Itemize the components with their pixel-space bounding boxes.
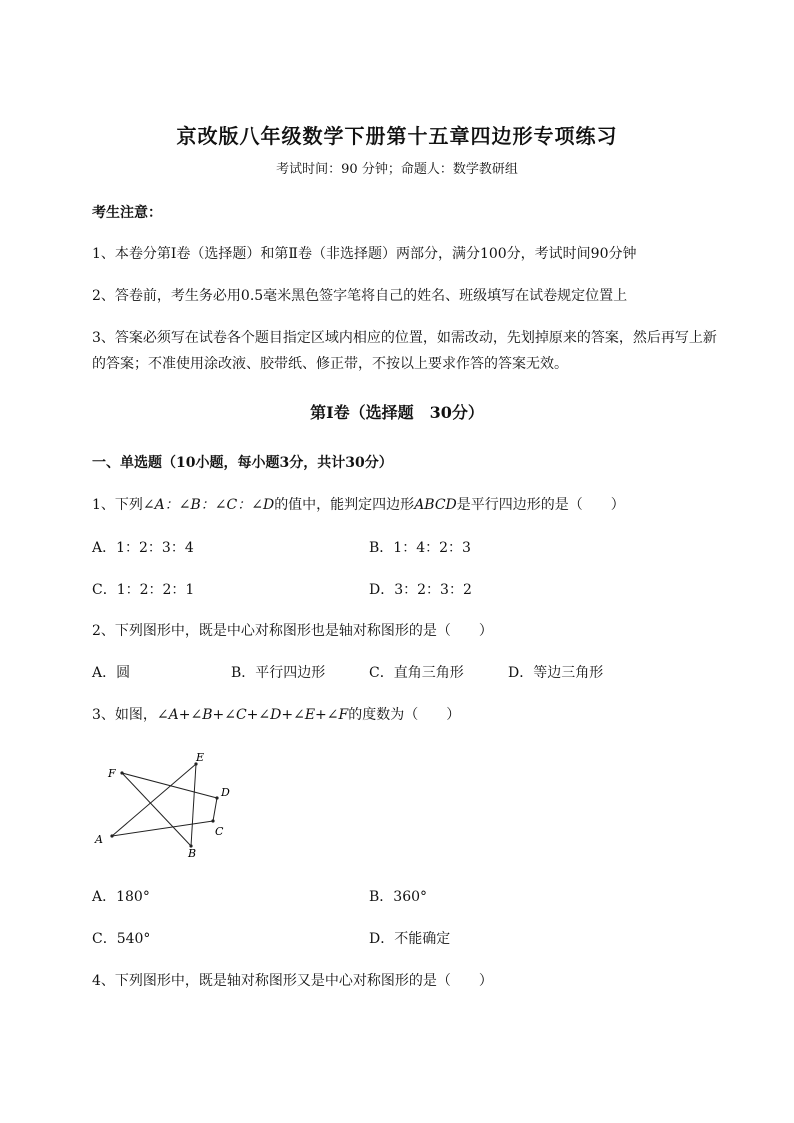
- q2-option-c: C．直角三角形: [369, 665, 464, 681]
- label-c: C: [215, 825, 224, 838]
- notice-item-1: 1、本卷分第Ⅰ卷（选择题）和第Ⅱ卷（非选择题）两部分，满分100分，考试时间90分钟: [92, 246, 637, 262]
- q3-stem-text-a: 3、如图，: [92, 707, 157, 723]
- label-e: E: [196, 751, 205, 764]
- label-b: B: [188, 847, 197, 860]
- q1-stem-text-c: 是平行四边形的是（ ）: [456, 497, 625, 513]
- figure-vertices: [110, 762, 218, 847]
- page-title: 京改版八年级数学下册第十五章四边形专项练习: [176, 124, 618, 148]
- vertex-d: [215, 796, 218, 799]
- q3-option-c: C．540°: [92, 931, 151, 947]
- question-2-stem: 2、下列图形中，既是中心对称图形也是轴对称图形的是（ ）: [92, 623, 493, 639]
- vertex-a: [110, 834, 113, 837]
- q1-option-a: A．1：2：3：4: [92, 540, 194, 556]
- q1-stem-text-a: 1、下列: [92, 497, 143, 513]
- exam-info: 考试时间：90 分钟；命题人：数学教研组: [276, 162, 518, 177]
- vertex-f: [120, 771, 123, 774]
- q2-option-d: D．等边三角形: [508, 665, 604, 681]
- notice-item-3-continued: 的答案；不准使用涂改液、胶带纸、修正带，不按以上要求作答的答案无效。: [92, 356, 568, 372]
- vertex-c: [211, 819, 214, 822]
- notice-heading: 考生注意：: [92, 205, 162, 221]
- segment-df: [122, 773, 217, 798]
- question-3-stem: [92, 704, 460, 724]
- notice-item-2: 2、答卷前，考生务必用0.5毫米黑色签字笔将自己的姓名、班级填写在试卷规定位置上: [92, 288, 628, 304]
- segment-cd: [213, 798, 217, 821]
- q2-option-b: B．平行四边形: [231, 665, 326, 681]
- part-heading: 一、单选题（10小题，每小题3分，共计30分）: [92, 455, 393, 471]
- label-f: F: [108, 767, 116, 780]
- q3-option-d: D．不能确定: [369, 931, 451, 947]
- q1-option-b: B．1：4：2：3: [369, 540, 471, 556]
- segment-be: [191, 764, 196, 846]
- q1-quadrilateral-name: ABCD: [414, 497, 457, 513]
- q1-angle-ratio: ∠A：∠B：∠C：∠D: [142, 497, 275, 513]
- figure-lines: [112, 764, 217, 846]
- q1-option-c: C．1：2：2：1: [92, 582, 195, 598]
- question-4-stem: 4、下列图形中，既是轴对称图形又是中心对称图形的是（ ）: [92, 973, 493, 989]
- notice-item-3: 3、答案必须写在试卷各个题目指定区域内相应的位置，如需改动，先划掉原来的答案，然后再写上新: [92, 330, 717, 346]
- label-a: A: [95, 833, 103, 846]
- q3-option-a: A．180°: [92, 889, 150, 905]
- q1-stem-text-b: 的值中，能判定四边形: [274, 497, 415, 513]
- label-d: D: [221, 786, 230, 799]
- q3-angle-sum: ∠A+∠B+∠C+∠D+∠E+∠F: [156, 707, 349, 723]
- q3-option-b: B．360°: [369, 889, 428, 905]
- q2-option-a: A．圆: [92, 665, 131, 681]
- q3-geometry-figure: [90, 745, 240, 860]
- question-1-stem: [92, 494, 625, 514]
- section-title: 第Ⅰ卷（选择题 30分）: [310, 403, 484, 422]
- q1-option-d: D．3：2：3：2: [369, 582, 472, 598]
- segment-fb: [122, 773, 191, 846]
- q3-stem-text-b: 的度数为（ ）: [348, 707, 461, 723]
